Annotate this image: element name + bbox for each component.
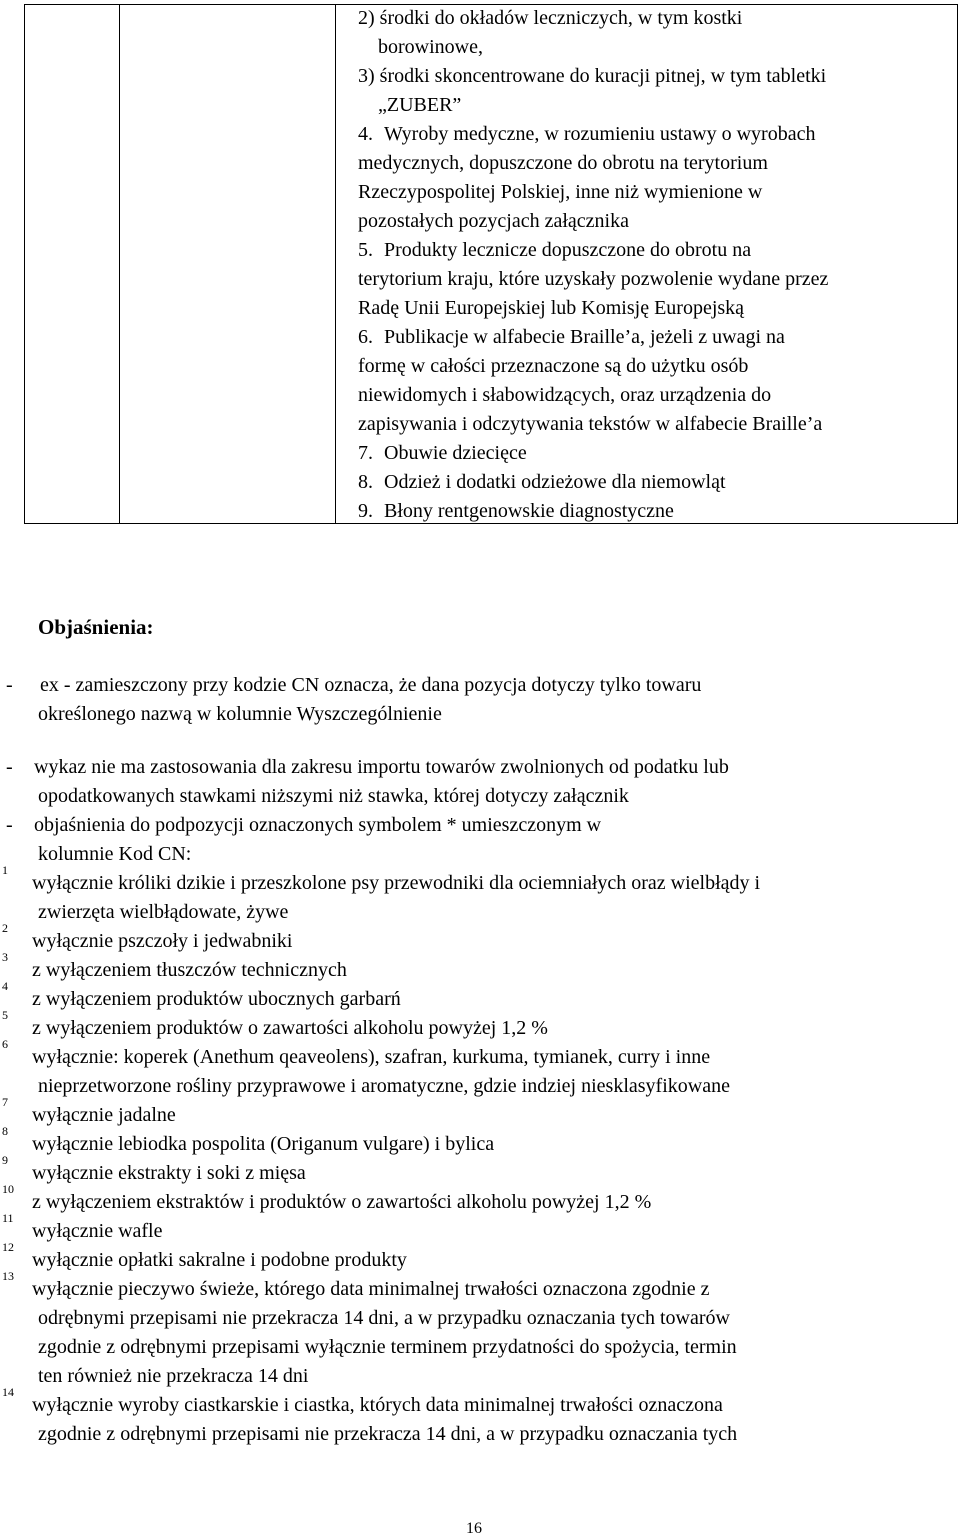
table-item-line: medycznych, dopuszczone do obrotu na terytorium bbox=[358, 152, 768, 174]
footnote-number: 7 bbox=[2, 1095, 8, 1109]
footnote-number: 14 bbox=[2, 1385, 14, 1399]
explanation-line: wykaz nie ma zastosowania dla zakresu importu towarów zwolnionych od podatku lub bbox=[34, 756, 729, 778]
footnote-number: 4 bbox=[2, 979, 8, 993]
table-item-line: Radę Unii Europejskiej lub Komisję Europejską bbox=[358, 297, 745, 319]
footnote-line: wyłącznie pieczywo świeże, którego data minimalnej trwałości oznaczona zgodnie z bbox=[32, 1278, 710, 1300]
table-column-divider bbox=[119, 5, 120, 523]
explanation-bullet: - bbox=[6, 814, 13, 836]
footnote-line: z wyłączeniem produktów ubocznych garbarń bbox=[32, 988, 401, 1010]
footnote-line: wyłącznie pszczoły i jedwabniki bbox=[32, 930, 293, 952]
explanation-bullet: - bbox=[6, 674, 13, 696]
footnote-number: 12 bbox=[2, 1240, 14, 1254]
table-item-number: 9. bbox=[358, 500, 373, 522]
table-item-line: Wyroby medyczne, w rozumieniu ustawy o wyrobach bbox=[384, 123, 816, 145]
footnote-number: 8 bbox=[2, 1124, 8, 1138]
footnote-number: 6 bbox=[2, 1037, 8, 1051]
footnote-line: wyłącznie króliki dzikie i przeszkolone psy przewodniki dla ociemniałych oraz wielbłądy i bbox=[32, 872, 761, 894]
table-item-line: pozostałych pozycjach załącznika bbox=[358, 210, 629, 232]
footnote-line: nieprzetworzone rośliny przyprawowe i aromatyczne, gdzie indziej niesklasyfikowane bbox=[38, 1075, 730, 1097]
explanations-heading: Objaśnienia: bbox=[38, 615, 154, 639]
table-item-line: zapisywania i odczytywania tekstów w alfabecie Braille’a bbox=[358, 413, 823, 435]
table-column-divider bbox=[335, 5, 336, 523]
table-item-number: 4. bbox=[358, 123, 373, 145]
footnote-line: z wyłączeniem ekstraktów i produktów o zawartości alkoholu powyżej 1,2 % bbox=[32, 1191, 652, 1213]
explanation-line: opodatkowanych stawkami niższymi niż stawka, której dotyczy załącznik bbox=[38, 785, 629, 807]
footnote-line: ten również nie przekracza 14 dni bbox=[38, 1365, 309, 1387]
explanation-bullet: - bbox=[6, 756, 13, 778]
footnote-number: 10 bbox=[2, 1182, 14, 1196]
table-item-line: formę w całości przeznaczone są do użytku osób bbox=[358, 355, 749, 377]
footnote-line: zgodnie z odrębnymi przepisami nie przekracza 14 dni, a w przypadku oznaczania tych bbox=[38, 1423, 738, 1445]
footnote-line: wyłącznie lebiodka pospolita (Origanum vulgare) i bylica bbox=[32, 1133, 495, 1155]
table-item-line: terytorium kraju, które uzyskały pozwolenie wydane przez bbox=[358, 268, 829, 290]
page-number: 16 bbox=[466, 1520, 482, 1537]
footnote-number: 1 bbox=[2, 863, 8, 877]
footnote-line: wyłącznie wafle bbox=[32, 1220, 163, 1242]
footnote-line: wyłącznie jadalne bbox=[32, 1104, 176, 1126]
table-item-number: 7. bbox=[358, 442, 373, 464]
footnote-line: wyłącznie wyroby ciastkarskie i ciastka, których data minimalnej trwałości oznaczona bbox=[32, 1394, 723, 1416]
footnote-number: 2 bbox=[2, 921, 8, 935]
table-item-line: niewidomych i słabowidzących, oraz urządzenia do bbox=[358, 384, 772, 406]
explanation-line: ex - zamieszczony przy kodzie CN oznacza, że dana pozycja dotyczy tylko towaru bbox=[40, 674, 702, 696]
table-item-number: 5. bbox=[358, 239, 373, 261]
footnote-line: z wyłączeniem produktów o zawartości alkoholu powyżej 1,2 % bbox=[32, 1017, 548, 1039]
table-item-line: Odzież i dodatki odzieżowe dla niemowląt bbox=[384, 471, 726, 493]
table-item-line: 2) środki do okładów leczniczych, w tym kostki bbox=[358, 7, 743, 29]
table-item-line: Publikacje w alfabecie Braille’a, jeżeli z uwagi na bbox=[384, 326, 785, 348]
table-item-line: „ZUBER” bbox=[378, 94, 462, 116]
explanation-line: kolumnie Kod CN: bbox=[38, 843, 192, 865]
explanation-line: określonego nazwą w kolumnie Wyszczególnienie bbox=[38, 703, 442, 725]
footnote-line: wyłącznie ekstrakty i soki z mięsa bbox=[32, 1162, 306, 1184]
footnote-line: zgodnie z odrębnymi przepisami wyłącznie terminem przydatności do spożycia, termin bbox=[38, 1336, 737, 1358]
table-item-line: Błony rentgenowskie diagnostyczne bbox=[384, 500, 674, 522]
table-item-number: 8. bbox=[358, 471, 373, 493]
footnote-number: 9 bbox=[2, 1153, 8, 1167]
footnote-number: 3 bbox=[2, 950, 8, 964]
footnote-line: odrębnymi przepisami nie przekracza 14 dni, a w przypadku oznaczania tych towarów bbox=[38, 1307, 730, 1329]
footnote-line: wyłącznie: koperek (Anethum qeaveolens), szafran, kurkuma, tymianek, curry i inne bbox=[32, 1046, 711, 1068]
table-item-line: 3) środki skoncentrowane do kuracji pitnej, w tym tabletki bbox=[358, 65, 827, 87]
footnote-number: 13 bbox=[2, 1269, 14, 1283]
table-item-line: Produkty lecznicze dopuszczone do obrotu na bbox=[384, 239, 752, 261]
footnote-number: 5 bbox=[2, 1008, 8, 1022]
table-item-line: Obuwie dziecięce bbox=[384, 442, 527, 464]
footnote-line: z wyłączeniem tłuszczów technicznych bbox=[32, 959, 347, 981]
footnote-line: zwierzęta wielbłądowate, żywe bbox=[38, 901, 289, 923]
table-item-number: 6. bbox=[358, 326, 373, 348]
footnote-line: wyłącznie opłatki sakralne i podobne produkty bbox=[32, 1249, 407, 1271]
explanation-line: objaśnienia do podpozycji oznaczonych symbolem * umieszczonym w bbox=[34, 814, 602, 836]
table-item-line: Rzeczypospolitej Polskiej, inne niż wymienione w bbox=[358, 181, 763, 203]
footnote-number: 11 bbox=[2, 1211, 14, 1225]
table-item-line: borowinowe, bbox=[378, 36, 483, 58]
